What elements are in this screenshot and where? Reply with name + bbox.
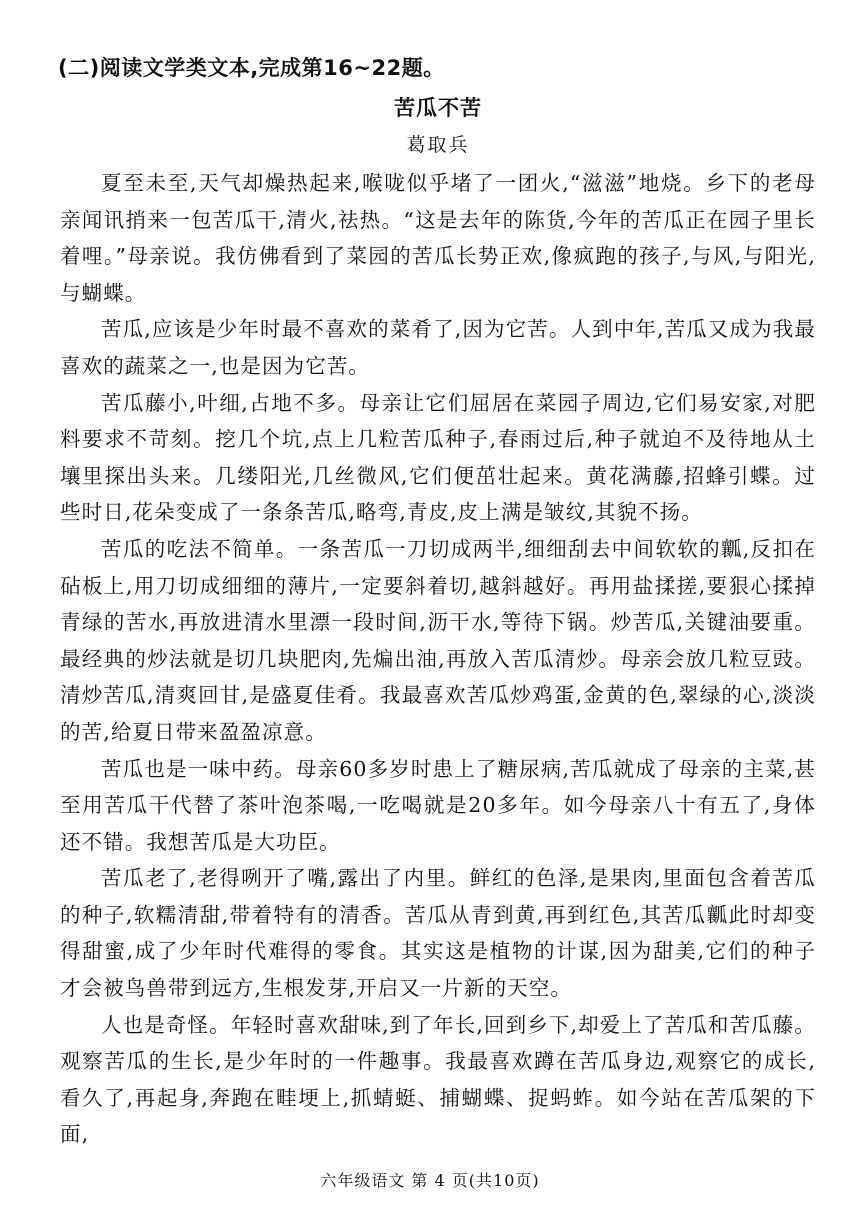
paragraph-4: 苦瓜的吃法不简单。一条苦瓜一刀切成两半,细细刮去中间软软的瓤,反扣在砧板上,用刀切成细细的薄片,一定要斜着切,越斜越好。再用盐揉搓,要狠心揉掉青绿的苦水,再放进清水里漂一段时间,沥干水,等待下锅。炒苦瓜,关键油要重。最经典的炒法就是切几块肥肉,先煸出油,再放入苦瓜清炒。母亲会放几粒豆豉。清炒苦瓜,清爽回甘,是盛夏佳肴。我最喜欢苦瓜炒鸡蛋,金黄的色,翠绿的心,淡淡的苦,给夏日带来盈盈凉意。 bbox=[60, 536, 816, 744]
article-body bbox=[60, 165, 816, 1153]
paragraph-2: 苦瓜,应该是少年时最不喜欢的菜肴了,因为它苦。人到中年,苦瓜又成为我最喜欢的蔬菜之一,也是因为它苦。 bbox=[60, 317, 816, 378]
paragraph-1: 夏至未至,天气却燥热起来,喉咙似乎堵了一团火,“滋滋”地烧。乡下的老母亲闻讯捎来一包苦瓜干,清火,祛热。“这是去年的陈货,今年的苦瓜正在园子里长着哩。”母亲说。我仿佛看到了菜园的苦瓜长势正欢,像疯跑的孩子,与风,与阳光,与蝴蝶。 bbox=[60, 171, 816, 305]
article-title: 苦瓜不苦 bbox=[394, 96, 482, 120]
page-footer: 六年级语文 第 4 页(共10页) bbox=[320, 1171, 540, 1190]
article-author: 葛取兵 bbox=[406, 134, 470, 156]
paragraph-7: 人也是奇怪。年轻时喜欢甜味,到了年长,回到乡下,却爱上了苦瓜和苦瓜藤。观察苦瓜的生长,是少年时的一件趣事。我最喜欢蹲在苦瓜身边,观察它的成长,看久了,再起身,奔跑在畦埂上,抓蜻蜓、捕蝴蝶、捉蚂蚱。如今站在苦瓜架的下面, bbox=[60, 1012, 816, 1147]
paragraph-3: 苦瓜藤小,叶细,占地不多。母亲让它们屈居在菜园子周边,它们易安家,对肥料要求不苛刻。挖几个坑,点上几粒苦瓜种子,春雨过后,种子就迫不及待地从土壤里探出头来。几缕阳光,几丝微风,它们便茁壮起来。黄花满藤,招蜂引蝶。过些时日,花朵变成了一条条苦瓜,略弯,青皮,皮上满是皱纹,其貌不扬。 bbox=[60, 390, 816, 525]
paragraph-5: 苦瓜也是一味中药。母亲60多岁时患上了糖尿病,苦瓜就成了母亲的主菜,甚至用苦瓜干代替了茶叶泡茶喝,一吃喝就是20多年。如今母亲八十有五了,身体还不错。我想苦瓜是大功臣。 bbox=[60, 756, 816, 854]
section-heading: (二)阅读文学类文本,完成第16~22题。 bbox=[58, 56, 445, 80]
paragraph-6: 苦瓜老了,老得咧开了嘴,露出了内里。鲜红的色泽,是果肉,里面包含着苦瓜的种子,软糯清甜,带着特有的清香。苦瓜从青到黄,再到红色,其苦瓜瓤此时却变得甜蜜,成了少年时代难得的零食。其实这是植物的计谋,因为甜美,它们的种子才会被鸟兽带到远方,生根发芽,开启又一片新的天空。 bbox=[60, 866, 816, 1001]
